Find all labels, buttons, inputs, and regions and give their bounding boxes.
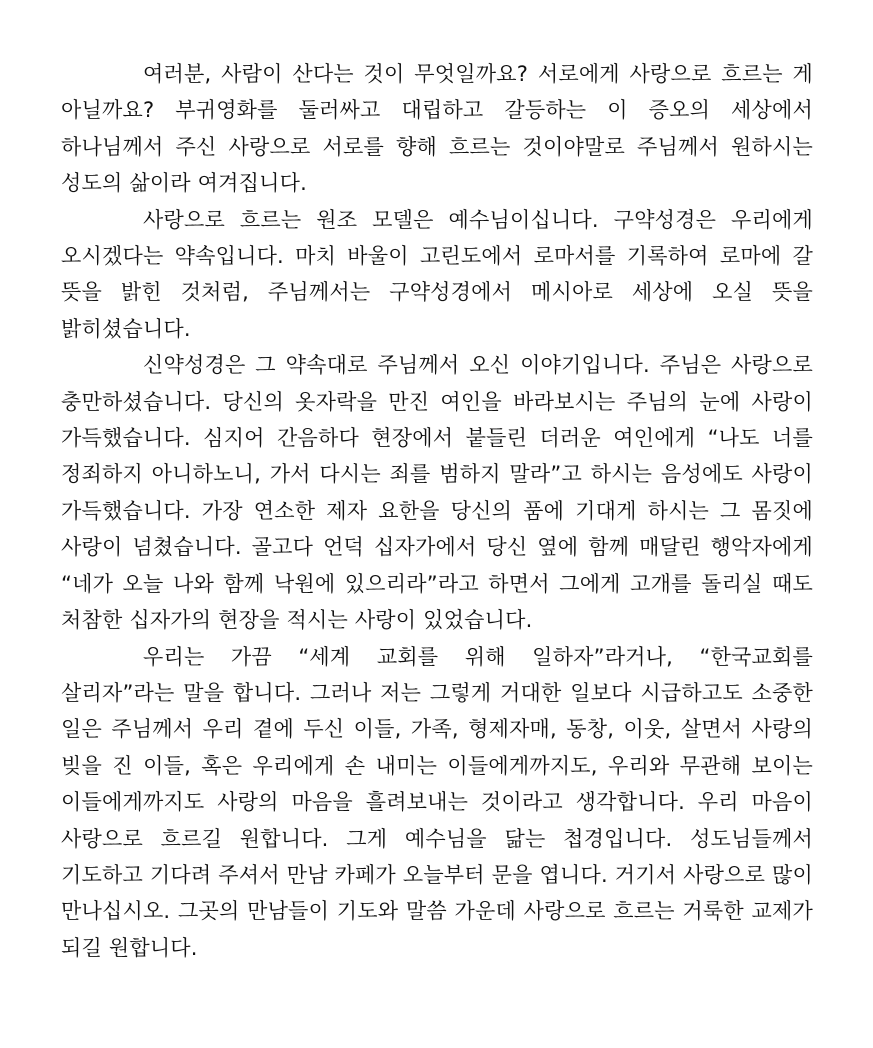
paragraph-1: 여러분, 사람이 산다는 것이 무엇일까요? 서로에게 사랑으로 흐르는 게 아닐까요? 부귀영화를 둘러싸고 대립하고 갈등하는 이 증오의 세상에서 하나님께서 주신 사랑으로 서로를 향해 흐르는 것이야말로 주님께서 원하시는 성도의 삶이라 여겨집니다. xyxy=(61,62,813,196)
paragraph-2: 사랑으로 흐르는 원조 모델은 예수님이십니다. 구약성경은 우리에게 오시겠다는 약속입니다. 마치 바울이 고린도에서 로마서를 기록하여 로마에 갈 뜻을 밝힌 것처럼, 주님께서는 구약성경에서 메시아로 세상에 오실 뜻을 밝히셨습니다. xyxy=(61,207,813,341)
paragraph-4: 우리는 가끔 “세계 교회를 위해 일하자”라거나, “한국교회를 살리자”라는 말을 합니다. 그러나 저는 그렇게 거대한 일보다 시급하고도 소중한 일은 주님께서 우리 곁에 두신 이들, 가족, 형제자매, 동창, 이웃, 살면서 사랑의 빚을 진 이들, 혹은 우리에게 손 내미는 이들에게까지도, 우리와 무관해 보이는 이들에게까지도 사랑의 마음을 흘려보내는 것이라고 생각합니다. 우리 마음이 사랑으로 흐르길 원합니다. 그게 예수님을 닮는 첩경입니다. 성도님들께서 기도하고 기다려 주셔서 만남 카페가 오늘부터 문을 엽니다. 거기서 사랑으로 많이 만나십시오. 그곳의 만남들이 기도와 말씀 가운데 사랑으로 흐르는 거룩한 교제가 되길 원합니다. xyxy=(61,644,813,960)
paragraph-3: 신약성경은 그 약속대로 주님께서 오신 이야기입니다. 주님은 사랑으로 충만하셨습니다. 당신의 옷자락을 만진 여인을 바라보시는 주님의 눈에 사랑이 가득했습니다. 심지어 간음하다 현장에서 붙들린 더러운 여인에게 “나도 너를 정죄하지 아니하노니, 가서 다시는 죄를 범하지 말라”고 하시는 음성에도 사랑이 가득했습니다. 가장 연소한 제자 요한을 당신의 품에 기대게 하시는 그 몸짓에 사랑이 넘쳤습니다. 골고다 언덕 십자가에서 당신 옆에 함께 매달린 행악자에게 “네가 오늘 나와 함께 낙원에 있으리라”라고 하면서 그에게 고개를 돌리실 때도 처참한 십자가의 현장을 적시는 사랑이 있었습니다. xyxy=(61,353,813,633)
document-page xyxy=(61,56,813,966)
